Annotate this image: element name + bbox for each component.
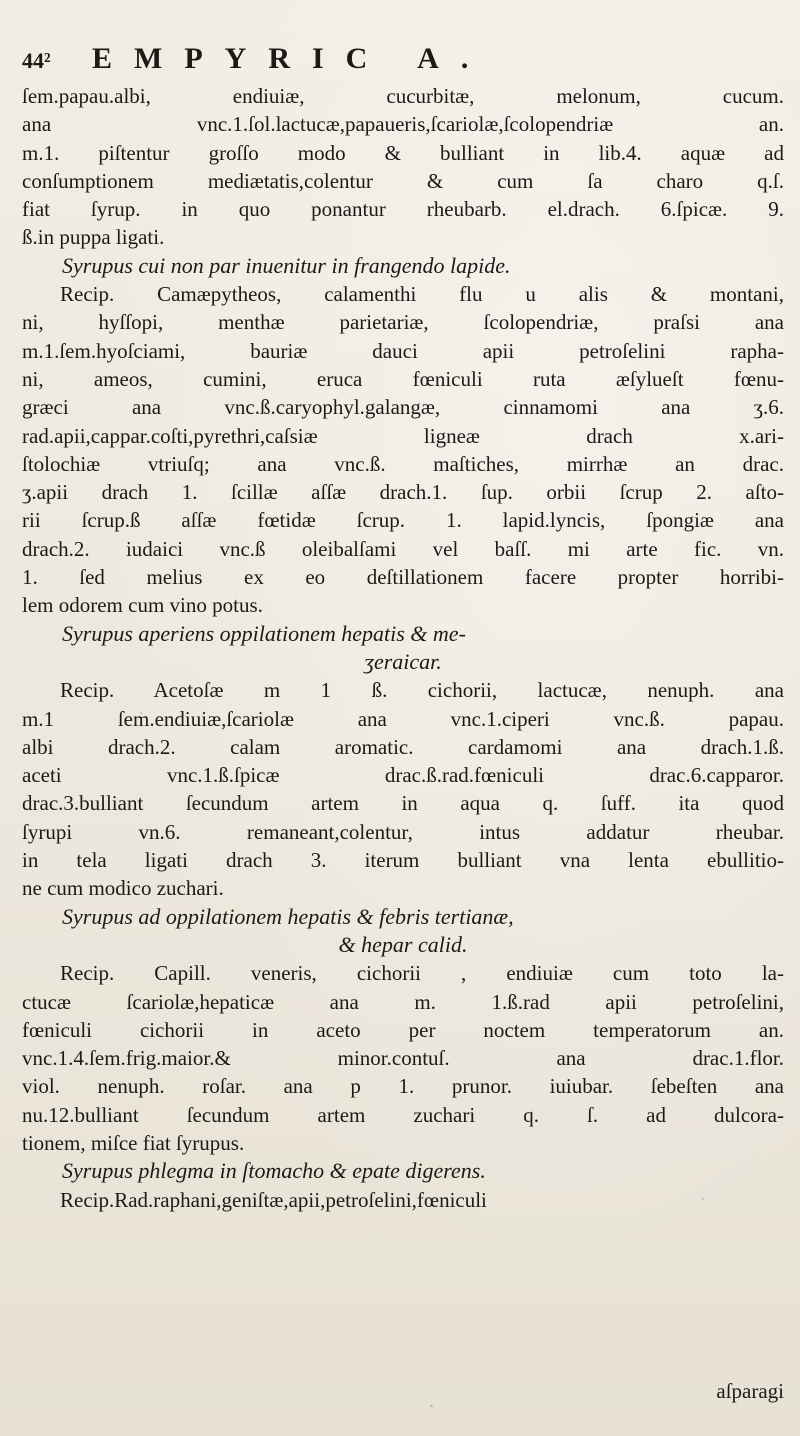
text-line: nu.12.bulliant ſecundum artem zuchari q. ſ. ad dulcora- <box>22 1102 784 1127</box>
recipe-heading: Syrupus aperiens oppilationem hepatis & me- <box>62 620 466 646</box>
running-head: EMPYRIC A. <box>92 42 491 75</box>
paper-speck <box>430 1405 433 1407</box>
body-text <box>22 82 784 1214</box>
paper-speck <box>140 712 142 714</box>
text-line: conſumptionem mediætatis,colentur & cum ſa charo q.ſ. <box>22 168 784 193</box>
text-line: ni, hyſſopi, menthæ parietariæ, ſcolopendriæ, praſsi ana <box>22 310 784 335</box>
text-line: Recip.Rad.raphani,geniſtæ,apii,petroſelini,fœniculi <box>60 1187 487 1212</box>
text-line: aceti vnc.1.ß.ſpicæ drac.ß.rad.fœniculi drac.6.capparor. <box>22 763 784 788</box>
text-line: ctucæ ſcariolæ,hepaticæ ana m. 1.ß.rad apii petroſelini, <box>22 989 784 1014</box>
text-line: ana vnc.1.ſol.lactucæ,papaueris,ſcariolæ,ſcolopendriæ an. <box>22 112 784 137</box>
text-line: fœniculi cichorii in aceto per noctem temperatorum an. <box>22 1017 784 1042</box>
recipe-heading: Syrupus phlegma in ſtomacho & epate digerens. <box>62 1158 486 1184</box>
text-line: drac.3.bulliant ſecundum artem in aqua q. ſuff. ita quod <box>22 791 784 816</box>
paper-speck <box>702 1198 704 1200</box>
text-line: rad.apii,cappar.coſti,pyrethri,caſsiæ ligneæ drach x.ari- <box>22 423 784 448</box>
text-line: viol. nenuph. roſar. ana p 1. prunor. iuiubar. ſebeſten ana <box>22 1074 784 1099</box>
recipe-heading: Syrupus ad oppilationem hepatis & febris tertianæ, <box>62 903 514 929</box>
paper-speck <box>612 210 615 213</box>
page-number: 44² <box>22 48 51 73</box>
text-line: lem odorem cum vino potus. <box>22 593 263 618</box>
catchword: aſparagi <box>716 1379 784 1403</box>
text-line: ß.in puppa ligati. <box>22 225 165 250</box>
text-line: ne cum modico zuchari. <box>22 876 224 901</box>
text-line: rii ſcrup.ß aſſæ fœtidæ ſcrup. 1. lapid.lyncis, ſpongiæ ana <box>22 508 784 533</box>
text-line: m.1. piſtentur groſſo modo & bulliant in lib.4. aquæ ad <box>22 140 784 165</box>
recipe-heading: & hepar calid. <box>338 931 468 957</box>
recipe-heading: ʒeraicar. <box>364 648 442 674</box>
text-line: Recip. Camæpytheos, calamenthi flu u alis & montani, <box>60 282 784 307</box>
text-line: Recip. Capill. veneris, cichorii , endiuiæ cum toto la- <box>60 961 784 986</box>
text-line: ʒ.apii drach 1. ſcillæ aſſæ drach.1. ſup. orbii ſcrup 2. aſto- <box>22 480 784 505</box>
text-line: in tela ligati drach 3. iterum bulliant vna lenta ebullitio- <box>22 848 784 873</box>
text-line: ſtolochiæ vtriuſq; ana vnc.ß. maſtiches, mirrhæ an drac. <box>22 451 784 476</box>
text-line: albi drach.2. calam aromatic. cardamomi ana drach.1.ß. <box>22 734 784 759</box>
text-line: ſyrupi vn.6. remaneant,colentur, intus addatur rheubar. <box>22 819 784 844</box>
text-line: græci ana vnc.ß.caryophyl.galangæ, cinnamomi ana ʒ.6. <box>22 395 784 420</box>
text-line: ni, ameos, cumini, eruca fœniculi ruta æſylueſt fœnu- <box>22 366 784 391</box>
text-line: 1. ſed melius ex eo deſtillationem facere propter horribi- <box>22 565 784 590</box>
text-line: m.1.ſem.hyoſciami, bauriæ dauci apii petroſelini rapha- <box>22 338 784 363</box>
text-line: vnc.1.4.ſem.frig.maior.& minor.contuſ. ana drac.1.flor. <box>22 1046 784 1071</box>
text-line: fiat ſyrup. in quo ponantur rheubarb. el.drach. 6.ſpicæ. 9. <box>22 197 784 222</box>
text-line: tionem, miſce fiat ſyrupus. <box>22 1130 245 1155</box>
text-line: ſem.papau.albi, endiuiæ, cucurbitæ, melonum, cucum. <box>22 84 784 108</box>
page-header <box>22 42 782 82</box>
recipe-heading: Syrupus cui non par inuenitur in frangendo lapide. <box>62 252 511 278</box>
text-line: Recip. Acetoſæ m 1 ß. cichorii, lactucæ, nenuph. ana <box>60 678 784 703</box>
text-line: drach.2. iudaici vnc.ß oleibalſami vel baſſ. mi arte fic. vn. <box>22 536 784 561</box>
text-line: m.1 ſem.endiuiæ,ſcariolæ ana vnc.1.ciperi vnc.ß. papau. <box>22 706 784 731</box>
